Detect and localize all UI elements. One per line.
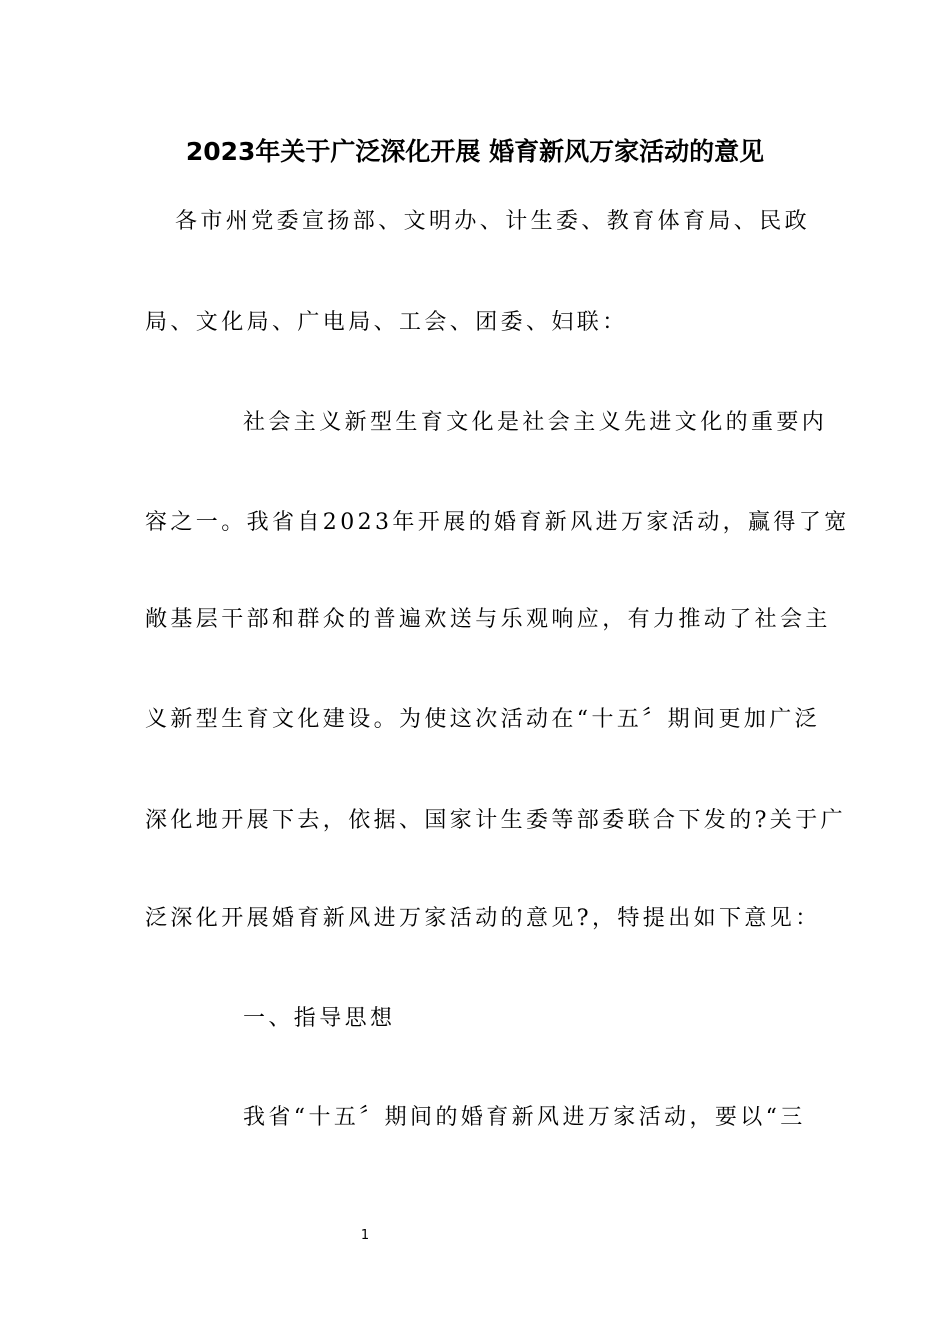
- body-line-1: 各市州党委宣扬部、文明办、计生委、教育体育局、民政: [175, 209, 811, 234]
- page-number: 1: [360, 1228, 370, 1243]
- body-line-7: 深化地开展下去，依据、国家计生委等部委联合下发的?关于广: [145, 808, 846, 833]
- body-line-8: 泛深化开展婚育新风进万家活动的意见?，特提出如下意见：: [145, 906, 821, 931]
- body-line-3: 社会主义新型生育文化是社会主义先进文化的重要内: [243, 410, 828, 435]
- body-line-2: 局、文化局、广电局、工会、团委、妇联：: [145, 310, 628, 335]
- body-line-4: 容之一。我省自2023年开展的婚育新风进万家活动，赢得了宽: [145, 510, 850, 535]
- document-title: 2023年关于广泛深化开展 婚育新风万家活动的意见: [185, 137, 765, 166]
- body-line-6: 义新型生育文化建设。为使这次活动在“十五〞期间更加广泛: [145, 707, 821, 732]
- body-line-10: 我省“十五〞期间的婚育新风进万家活动，要以“三: [243, 1105, 806, 1130]
- body-line-5: 敞基层干部和群众的普遍欢送与乐观响应，有力推动了社会主: [145, 607, 831, 632]
- section-heading: 一、指导思想: [243, 1006, 396, 1031]
